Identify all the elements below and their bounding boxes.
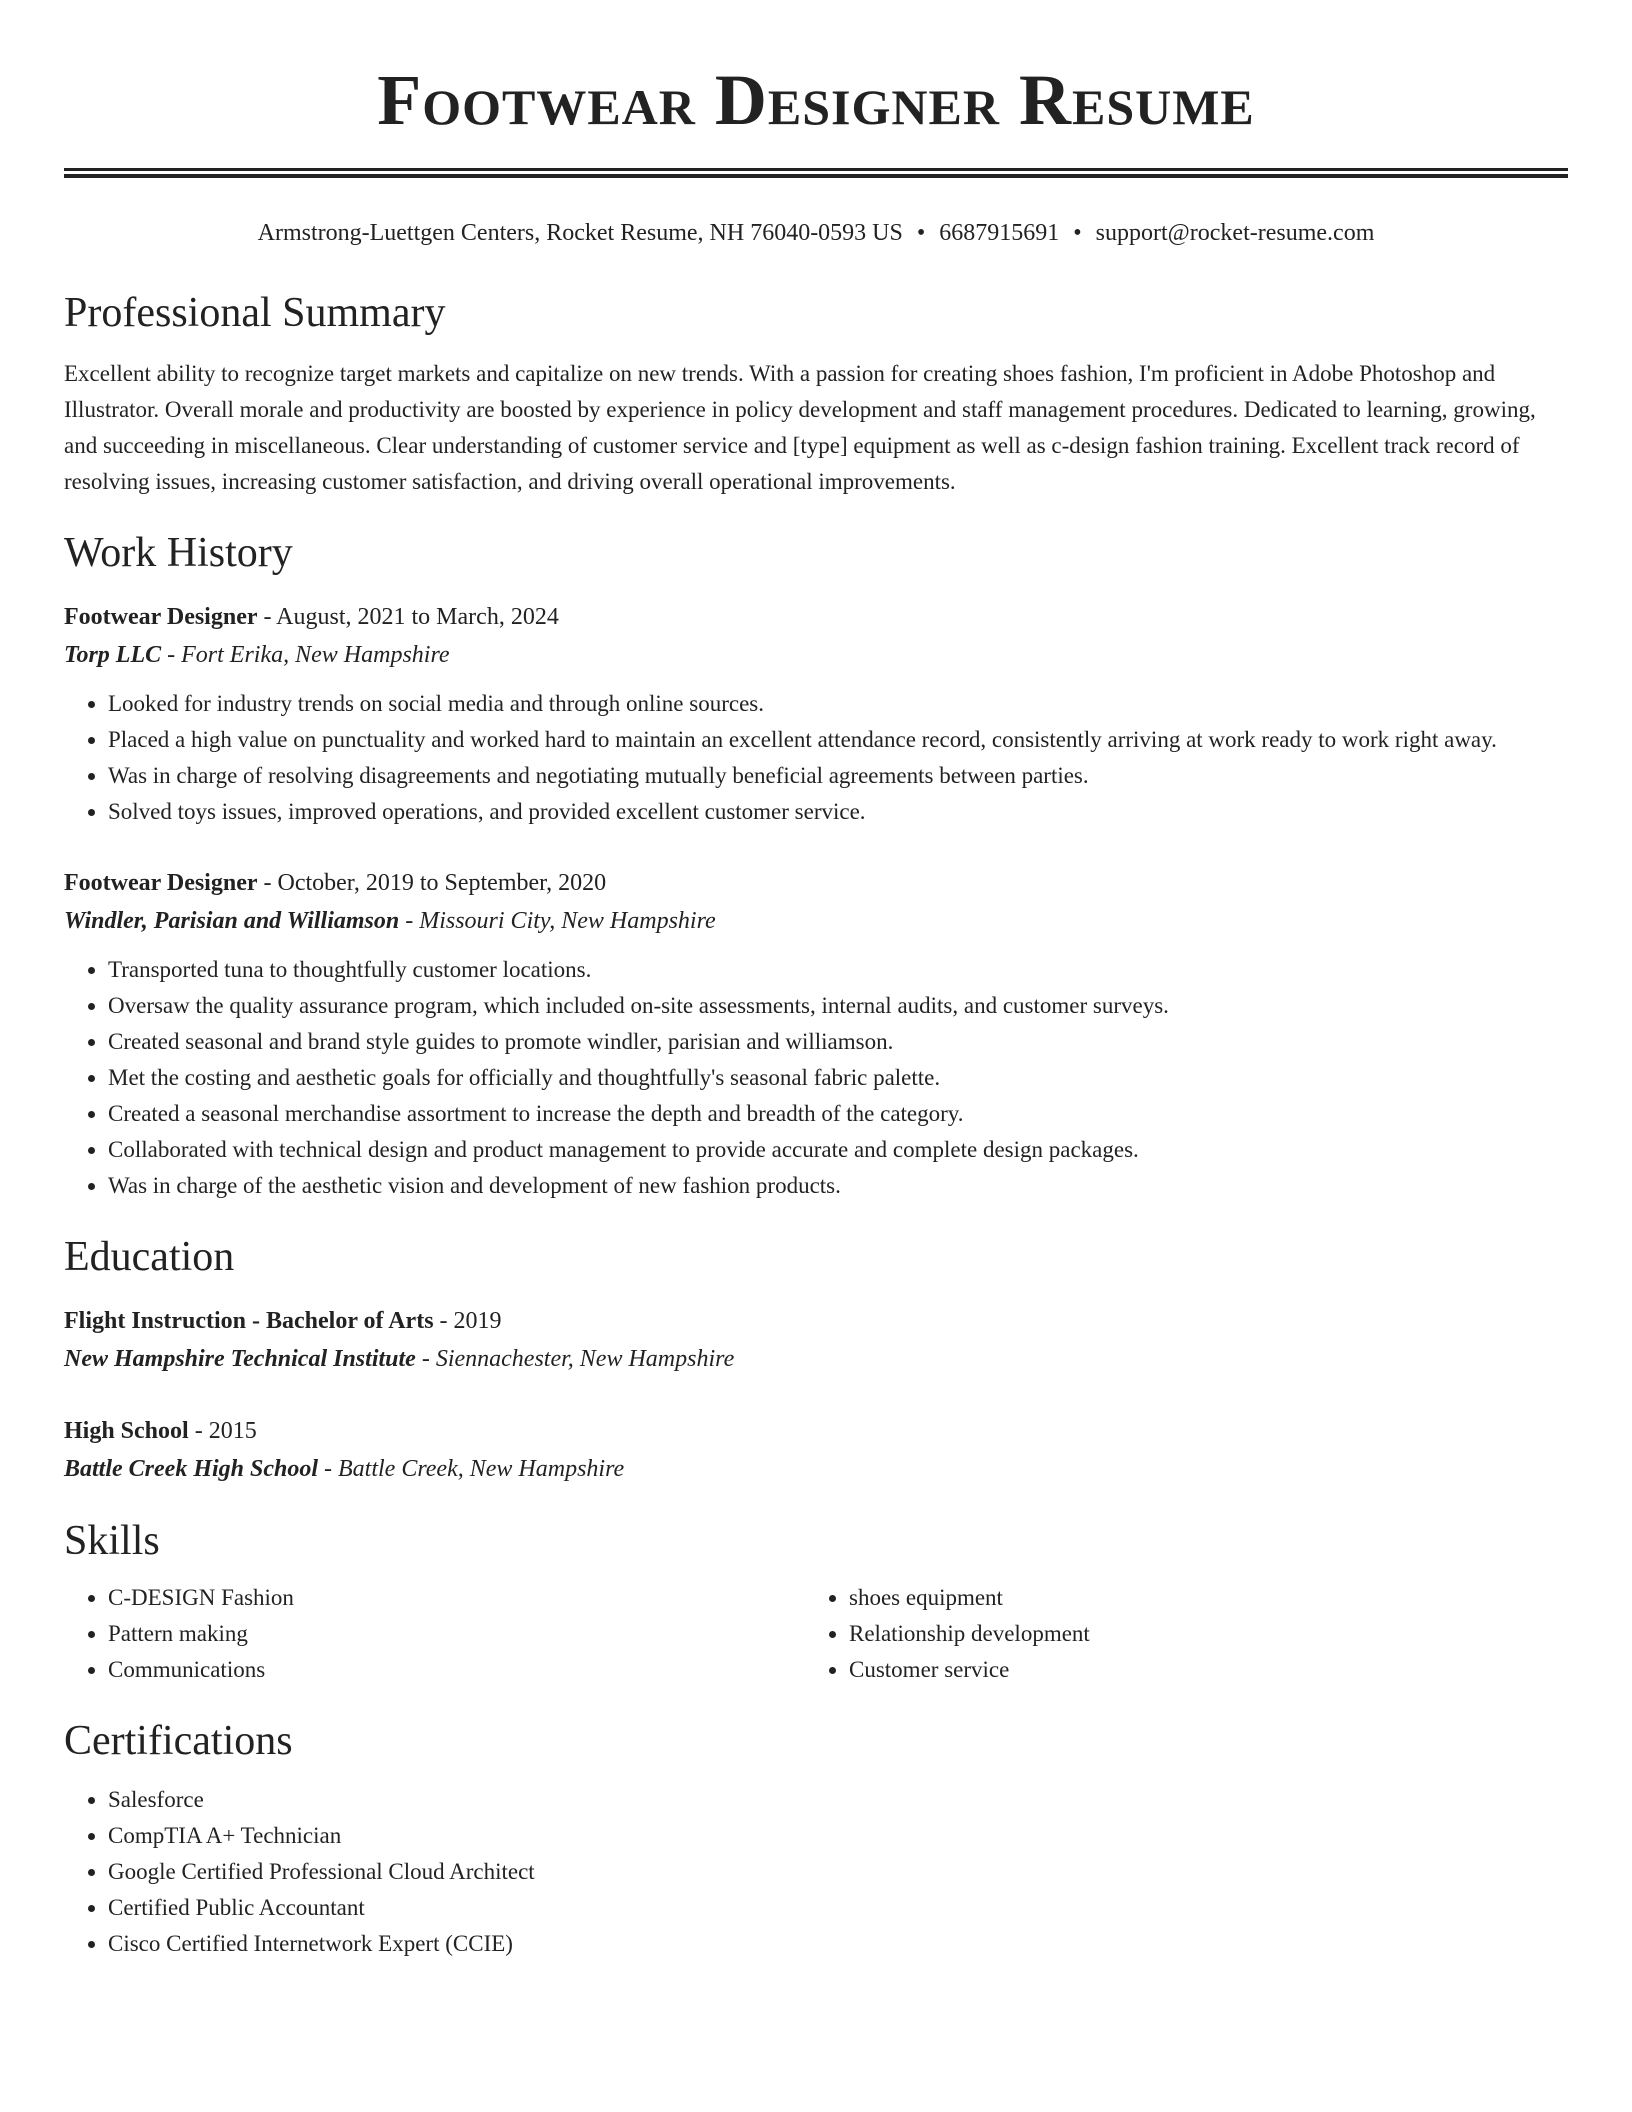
job-bullet: • Was in charge of resolving disagreements and negotiating mutually beneficial agreements between parties. bbox=[108, 758, 1568, 794]
job-bullet: • Solved toys issues, improved operations, and provided excellent customer service. bbox=[108, 794, 1568, 830]
job-title-line bbox=[64, 864, 1568, 902]
education-degree-line bbox=[64, 1412, 1568, 1450]
contact-email: support@rocket-resume.com bbox=[1095, 220, 1375, 246]
job-entry bbox=[64, 598, 1568, 830]
job-bullets bbox=[64, 686, 1568, 830]
job-bullet: • Created a seasonal merchandise assortment to increase the depth and breadth of the category. bbox=[108, 1096, 1568, 1132]
education-degree: Flight Instruction - Bachelor of Arts bbox=[64, 1308, 434, 1334]
job-bullet: • Collaborated with technical design and product management to provide accurate and complete design packages. bbox=[108, 1132, 1568, 1168]
contact-separator: • bbox=[916, 220, 926, 246]
summary-text: Excellent ability to recognize target markets and capitalize on new trends. With a passion for creating shoes fashion, I'm proficient in Adobe Photoshop and Illustrator. Overall morale and productivity are boosted by experience in policy development and staff management procedures. Dedicated to learning, growing, and succeeding in miscellaneous. Clear understanding of customer service and [type] equipment as well as c-design fashion training. Excellent track record of resolving issues, increasing customer satisfaction, and driving overall operational improvements. bbox=[64, 361, 1536, 494]
work-history-heading: Work History bbox=[64, 530, 293, 576]
job-bullet: • Created seasonal and brand style guides to promote windler, parisian and williamson. bbox=[108, 1024, 1568, 1060]
certifications-section bbox=[64, 1716, 1568, 1962]
summary-heading: Professional Summary bbox=[64, 290, 446, 336]
job-entry bbox=[64, 864, 1568, 1204]
certification-item: • Google Certified Professional Cloud Architect bbox=[108, 1854, 1568, 1890]
contact-line bbox=[64, 218, 1568, 248]
education-school: New Hampshire Technical Institute bbox=[64, 1346, 416, 1372]
skills-column-left bbox=[64, 1580, 805, 1688]
job-location: - Fort Erika, New Hampshire bbox=[161, 642, 450, 668]
education-section bbox=[64, 1232, 1568, 1488]
contact-separator: • bbox=[1073, 220, 1082, 246]
certifications-list bbox=[64, 1782, 1568, 1962]
education-location: - Battle Creek, New Hampshire bbox=[318, 1456, 625, 1482]
certification-item: • Certified Public Accountant bbox=[108, 1890, 1568, 1926]
education-year: - 2015 bbox=[188, 1418, 257, 1444]
job-bullets bbox=[64, 952, 1568, 1204]
certification-item: • Cisco Certified Internetwork Expert (CCIE) bbox=[108, 1926, 1568, 1962]
certification-item: • CompTIA A+ Technician bbox=[108, 1818, 1568, 1854]
education-degree: High School bbox=[64, 1418, 189, 1444]
education-location: - Siennachester, New Hampshire bbox=[415, 1346, 735, 1372]
skill-item: • Customer service bbox=[849, 1652, 1546, 1688]
skills-section bbox=[64, 1516, 1568, 1688]
work-history-section bbox=[64, 528, 1568, 1204]
education-entry bbox=[64, 1412, 1568, 1488]
certification-item: • Salesforce bbox=[108, 1782, 1568, 1818]
job-company: Windler, Parisian and Williamson bbox=[64, 908, 400, 934]
job-bullet: • Met the costing and aesthetic goals for officially and thoughtfully's seasonal fabric palette. bbox=[108, 1060, 1568, 1096]
job-dates: - October, 2019 to September, 2020 bbox=[257, 870, 607, 896]
job-title: Footwear Designer bbox=[64, 604, 258, 630]
job-company-line bbox=[64, 902, 1568, 940]
job-title: Footwear Designer bbox=[64, 870, 258, 896]
skill-item: • C-DESIGN Fashion bbox=[108, 1580, 805, 1616]
education-degree-line bbox=[64, 1302, 1568, 1340]
skill-item: • Pattern making bbox=[108, 1616, 805, 1652]
contact-phone: 6687915691 bbox=[939, 220, 1060, 246]
skill-item: • Communications bbox=[108, 1652, 805, 1688]
certifications-heading: Certifications bbox=[64, 1718, 293, 1764]
skill-item: • Relationship development bbox=[849, 1616, 1546, 1652]
job-bullet: • Transported tuna to thoughtfully customer locations. bbox=[108, 952, 1568, 988]
education-school-line bbox=[64, 1340, 1568, 1378]
job-bullet: • Placed a high value on punctuality and worked hard to maintain an excellent attendance record, consistently arriving at work ready to work right away. bbox=[108, 722, 1568, 758]
contact-address: Armstrong-Luettgen Centers, Rocket Resume, NH 76040-0593 US bbox=[257, 220, 903, 246]
education-entry bbox=[64, 1302, 1568, 1378]
job-bullet: • Looked for industry trends on social media and through online sources. bbox=[108, 686, 1568, 722]
resume-title: Footwear Designer Resume bbox=[377, 60, 1255, 140]
title-divider bbox=[64, 168, 1568, 178]
job-company-line bbox=[64, 636, 1568, 674]
skills-column-right bbox=[805, 1580, 1546, 1688]
skills-grid bbox=[64, 1580, 1568, 1688]
job-company: Torp LLC bbox=[64, 642, 162, 668]
job-bullet: • Oversaw the quality assurance program, which included on-site assessments, internal audits, and customer surveys. bbox=[108, 988, 1568, 1024]
skill-item: • shoes equipment bbox=[849, 1580, 1546, 1616]
education-school: Battle Creek High School bbox=[64, 1456, 319, 1482]
summary-section bbox=[64, 288, 1568, 500]
job-location: - Missouri City, New Hampshire bbox=[399, 908, 716, 934]
job-title-line bbox=[64, 598, 1568, 636]
education-year: - 2019 bbox=[433, 1308, 502, 1334]
skills-heading: Skills bbox=[64, 1518, 160, 1564]
education-school-line bbox=[64, 1450, 1568, 1488]
job-dates: - August, 2021 to March, 2024 bbox=[257, 604, 559, 630]
education-heading: Education bbox=[64, 1234, 235, 1280]
job-bullet: • Was in charge of the aesthetic vision and development of new fashion products. bbox=[108, 1168, 1568, 1204]
